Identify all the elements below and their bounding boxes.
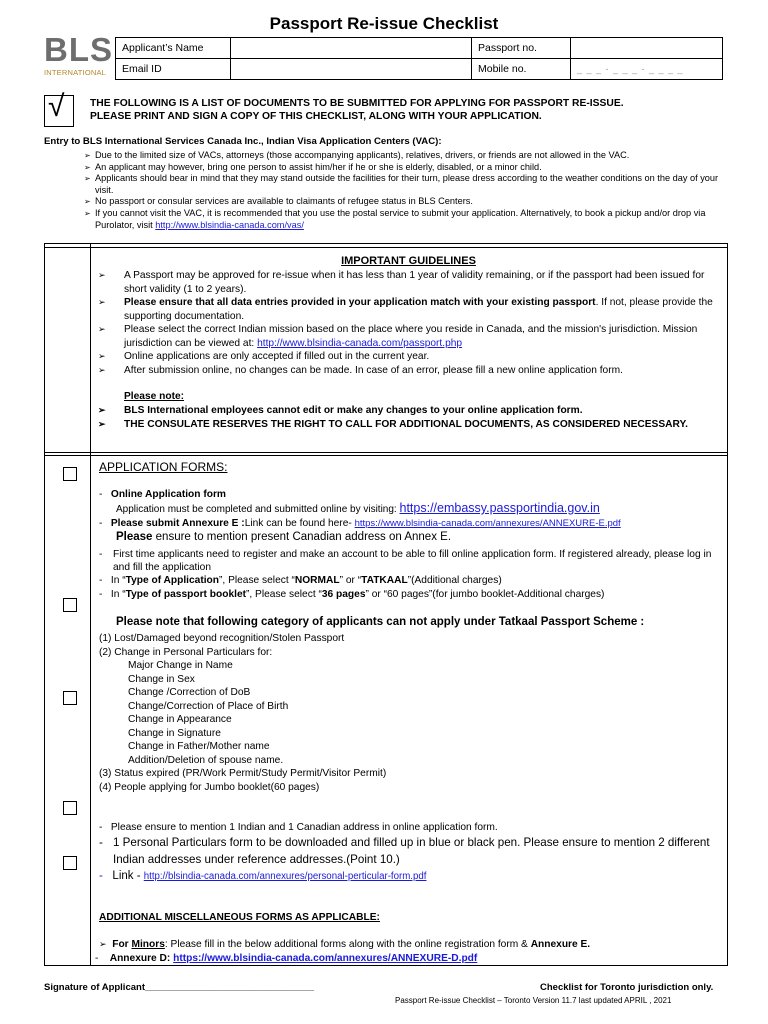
- passport-no-label: Passport no.: [472, 38, 571, 59]
- personal-particulars-link[interactable]: http://blsindia-canada.com/annexures/personal-perticular-form.pdf: [143, 871, 427, 882]
- header-checkbox[interactable]: [44, 90, 74, 127]
- checkmark-icon: √: [48, 90, 65, 123]
- annexure-d-link[interactable]: https://www.blsindia-canada.com/annexures/ANNEXURE-D.pdf: [173, 953, 478, 964]
- logo-subtitle: INTERNATIONAL: [44, 68, 107, 77]
- online-form-text: [116, 502, 600, 516]
- guideline-item: ➢ After submission online, no changes can be made. In case of an error, please fill a new online application form.: [98, 364, 718, 378]
- signature-label: Signature of Applicant: [44, 982, 145, 993]
- minors-item: ➢ For Minors: Please fill in the below additional forms along with the online registration form & Annexure E.: [99, 939, 591, 950]
- checkbox-tatkaal[interactable]: [63, 691, 77, 705]
- text-fragment: ”(Additional charges): [407, 575, 502, 586]
- header-line-2: PLEASE PRINT AND SIGN A COPY OF THIS CHECKLIST, ALONG WITH YOUR APPLICATION.: [90, 110, 542, 122]
- online-form-label: Online Application form: [110, 489, 226, 500]
- misc-forms-title: ADDITIONAL MISCELLANEOUS FORMS AS APPLICABLE:: [99, 912, 380, 923]
- please-note-list: [98, 404, 718, 431]
- address-note-text: Please ensure to mention 1 Indian and 1 Canadian address in online application form.: [110, 822, 498, 833]
- guideline-bold: Please ensure that all data entries provided in your application match with your existing passport: [124, 297, 596, 308]
- vac-rule: ➢ No passport or consular services are available to claimants of refugee status in BLS Centers.: [84, 196, 736, 208]
- please-note-label: Please note:: [124, 391, 185, 402]
- first-time-text: First time applicants need to register and make an account to be able to fill online application form. If registered already, please log in and fill the application: [113, 549, 712, 573]
- change-item: Change in Sex: [128, 673, 195, 685]
- annexure-d-item: - Annexure D: https://www.blsindia-canada.com/annexures/ANNEXURE-D.pdf: [95, 953, 478, 964]
- change-item: Addition/Deletion of spouse name.: [128, 754, 284, 766]
- guideline-text: Please select the correct Indian mission based on the place where you reside in Canada, and the mission's jurisdiction. Mission jurisdiction can be viewed at:: [124, 324, 698, 349]
- personal-link-item: - Link - http://blsindia-canada.com/annexures/personal-perticular-form.pdf: [99, 870, 427, 882]
- version-note: Passport Re-issue Checklist – Toronto Version 11.7 last updated APRIL , 2021: [395, 996, 672, 1005]
- bls-logo: [44, 31, 113, 77]
- checkbox-address[interactable]: [63, 801, 77, 815]
- text-fragment: For: [112, 939, 132, 950]
- vac-rules-list: [84, 150, 736, 231]
- category-item: (3) Status expired (PR/Work Permit/Study Permit/Visitor Permit): [99, 768, 387, 779]
- mobile-field[interactable]: [571, 59, 723, 80]
- minors-label: Minors: [131, 939, 165, 950]
- text-fragment: In “: [110, 575, 126, 586]
- category-item: (4) People applying for Jumbo booklet(60 pages): [99, 781, 320, 793]
- checkbox-column-divider: [90, 243, 91, 965]
- passport-no-field[interactable]: [571, 38, 723, 59]
- category-item: (1) Lost/Damaged beyond recognition/Stolen Passport: [99, 633, 345, 644]
- text-fragment: ”, Please select “: [219, 575, 295, 586]
- personal-particulars-item: - 1 Personal Particulars form to be downloaded and filled up in blue or black pen. Please ensure to mention 2 different Indian addresses under reference addresses.(Point 10.): [99, 834, 724, 868]
- booklet-type-item: - In “Type of passport booklet”, Please select “36 pages” or “60 pages”(for jumbo booklet-Additional charges): [99, 589, 605, 600]
- change-item: Change in Father/Mother name: [128, 741, 270, 752]
- booklet-type-label: Type of passport booklet: [125, 589, 246, 600]
- applicant-name-field[interactable]: [231, 38, 472, 59]
- checkbox-annexure-e[interactable]: [63, 598, 77, 612]
- annexure-e-note-bold: Please: [116, 531, 153, 543]
- vac-rule: [84, 208, 736, 231]
- annexure-e-label: Please submit Annexure E :: [110, 518, 245, 529]
- guideline-item: [98, 296, 718, 323]
- mobile-placeholder: _ _ _ - _ _ _ - _ _ _ _: [577, 64, 684, 74]
- signature-line: ________________________________: [144, 982, 315, 993]
- application-type-item: - In “Type of Application”, Please select “NORMAL” or “TATKAAL”(Additional charges): [99, 575, 502, 586]
- personal-particulars-text: 1 Personal Particulars form to be downloaded and filled up in blue or black pen. Please ensure to mention 2 different Indian addresses under reference addresses.(Point 10.): [113, 836, 710, 866]
- online-form-desc: Application must be completed and submitted online by visiting:: [116, 504, 400, 515]
- type-of-application-label: Type of Application: [125, 575, 220, 586]
- tatkaal-option: TATKAAL: [361, 575, 408, 586]
- email-label: Email ID: [116, 59, 231, 80]
- annexure-d-label: Annexure D:: [109, 953, 174, 964]
- normal-option: NORMAL: [294, 575, 340, 586]
- vac-rule-text: If you cannot visit the VAC, it is recommended that you use the postal service to submit your application. Alternatively, to book a pickup and/or drop via Purolator, visit: [95, 207, 706, 230]
- guidelines-list: [98, 269, 718, 377]
- passportindia-link[interactable]: https://embassy.passportindia.gov.in: [399, 501, 600, 515]
- guideline-rest: . If not, please provide the supporting documentation.: [124, 297, 713, 322]
- annexure-e-note: [116, 531, 451, 543]
- guidelines-title: IMPORTANT GUIDELINES: [341, 255, 476, 267]
- address-note-item: - Please ensure to mention 1 Indian and 1 Canadian address in online application form.: [99, 822, 498, 833]
- online-form-item: - Online Application form: [99, 489, 226, 500]
- category-item: (2) Change in Personal Particulars for:: [99, 646, 273, 658]
- annexure-e-text: Link can be found here-: [244, 518, 355, 529]
- 36-pages-option: 36 pages: [321, 589, 366, 600]
- signature-field[interactable]: [44, 982, 314, 993]
- change-item: Change in Appearance: [128, 714, 232, 725]
- guideline-item: ➢ A Passport may be approved for re-issue when it has less than 1 year of validity remaining, or if the passport had been issued for short validity (1 to 2 years).: [98, 269, 718, 296]
- vac-rule: ➢ Due to the limited size of VACs, attorneys (those accompanying applicants), relatives, drivers, or friends are not allowed in the VAC.: [84, 150, 736, 162]
- vas-link[interactable]: http://www.blsindia-canada.com/vas/: [155, 219, 304, 230]
- annexure-e-note-text: ensure to mention present Canadian address on Annex E.: [152, 531, 452, 543]
- frame-divider: [44, 247, 727, 248]
- vac-entry-heading: Entry to BLS International Services Canada Inc., Indian Visa Application Centers (VAC):: [44, 136, 442, 147]
- text-fragment: ” or “60 pages”(for jumbo booklet-Additional charges): [365, 589, 605, 600]
- application-forms-title: APPLICATION FORMS:: [99, 460, 228, 474]
- guideline-item: [98, 323, 718, 350]
- mobile-label: Mobile no.: [472, 59, 571, 80]
- vac-rule: ➢ Applicants should bear in mind that they may stand outside the facilities for their turn, please dress according to the weather conditions on the day of your visit.: [84, 173, 736, 196]
- email-field[interactable]: [231, 59, 472, 80]
- change-item: Major Change in Name: [128, 660, 233, 671]
- checkbox-application-form[interactable]: [63, 467, 77, 481]
- checkbox-personal-particulars[interactable]: [63, 856, 77, 870]
- minors-text: : Please fill in the below additional forms along with the online registration form &: [164, 939, 531, 950]
- header-line-1: THE FOLLOWING IS A LIST OF DOCUMENTS TO BE SUBMITTED FOR APPLYING FOR PASSPORT RE-ISSUE.: [90, 98, 624, 109]
- section-divider: [44, 455, 727, 456]
- tatkaal-categories: [99, 632, 386, 794]
- change-item: Change/Correction of Place of Birth: [128, 700, 289, 712]
- minors-annexure: Annexure E.: [530, 939, 591, 950]
- change-item: Change in Signature: [128, 727, 221, 739]
- text-fragment: In “: [110, 589, 126, 600]
- applicant-name-label: Applicant’s Name: [116, 38, 231, 59]
- header-instructions: [90, 98, 710, 123]
- annexure-e-item: - Please submit Annexure E :Link can be found here- https://www.blsindia-canada.com/annexures/ANNEXURE-E.pdf: [99, 518, 621, 529]
- vac-rule: ➢ An applicant may however, bring one person to assist him/her if he or she is elderly, disabled, or a minor child.: [84, 162, 736, 174]
- text-fragment: ”, Please select “: [246, 589, 322, 600]
- first-time-item: - First time applicants need to register and make an account to be able to fill online application form. If registered already, please log in and fill the application: [99, 548, 719, 574]
- change-item: Change /Correction of DoB: [128, 687, 251, 698]
- jurisdiction-note: Checklist for Toronto jurisdiction only.: [540, 982, 714, 993]
- page-title: Passport Re-issue Checklist: [269, 14, 499, 33]
- changes-list: [99, 659, 386, 767]
- guideline-item: ➢ Online applications are only accepted if filled out in the current year.: [98, 350, 718, 364]
- passport-jurisdiction-link[interactable]: http://www.blsindia-canada.com/passport.php: [257, 337, 463, 349]
- logo-brand: BLS: [44, 31, 113, 68]
- text-fragment: ” or “: [339, 575, 362, 586]
- applicant-info-table: [115, 37, 723, 80]
- link-label: Link -: [112, 870, 144, 882]
- tatkaal-restriction-heading: Please note that following category of applicants can not apply under Tatkaal Passport Scheme :: [116, 616, 645, 628]
- note-item: ➢ BLS International employees cannot edit or make any changes to your online application form.: [98, 404, 718, 418]
- annexure-e-link[interactable]: https://www.blsindia-canada.com/annexures/ANNEXURE-E.pdf: [354, 518, 621, 529]
- section-divider: [44, 452, 727, 453]
- note-item: ➢ THE CONSULATE RESERVES THE RIGHT TO CALL FOR ADDITIONAL DOCUMENTS, AS CONSIDERED NECESSARY.: [98, 418, 718, 432]
